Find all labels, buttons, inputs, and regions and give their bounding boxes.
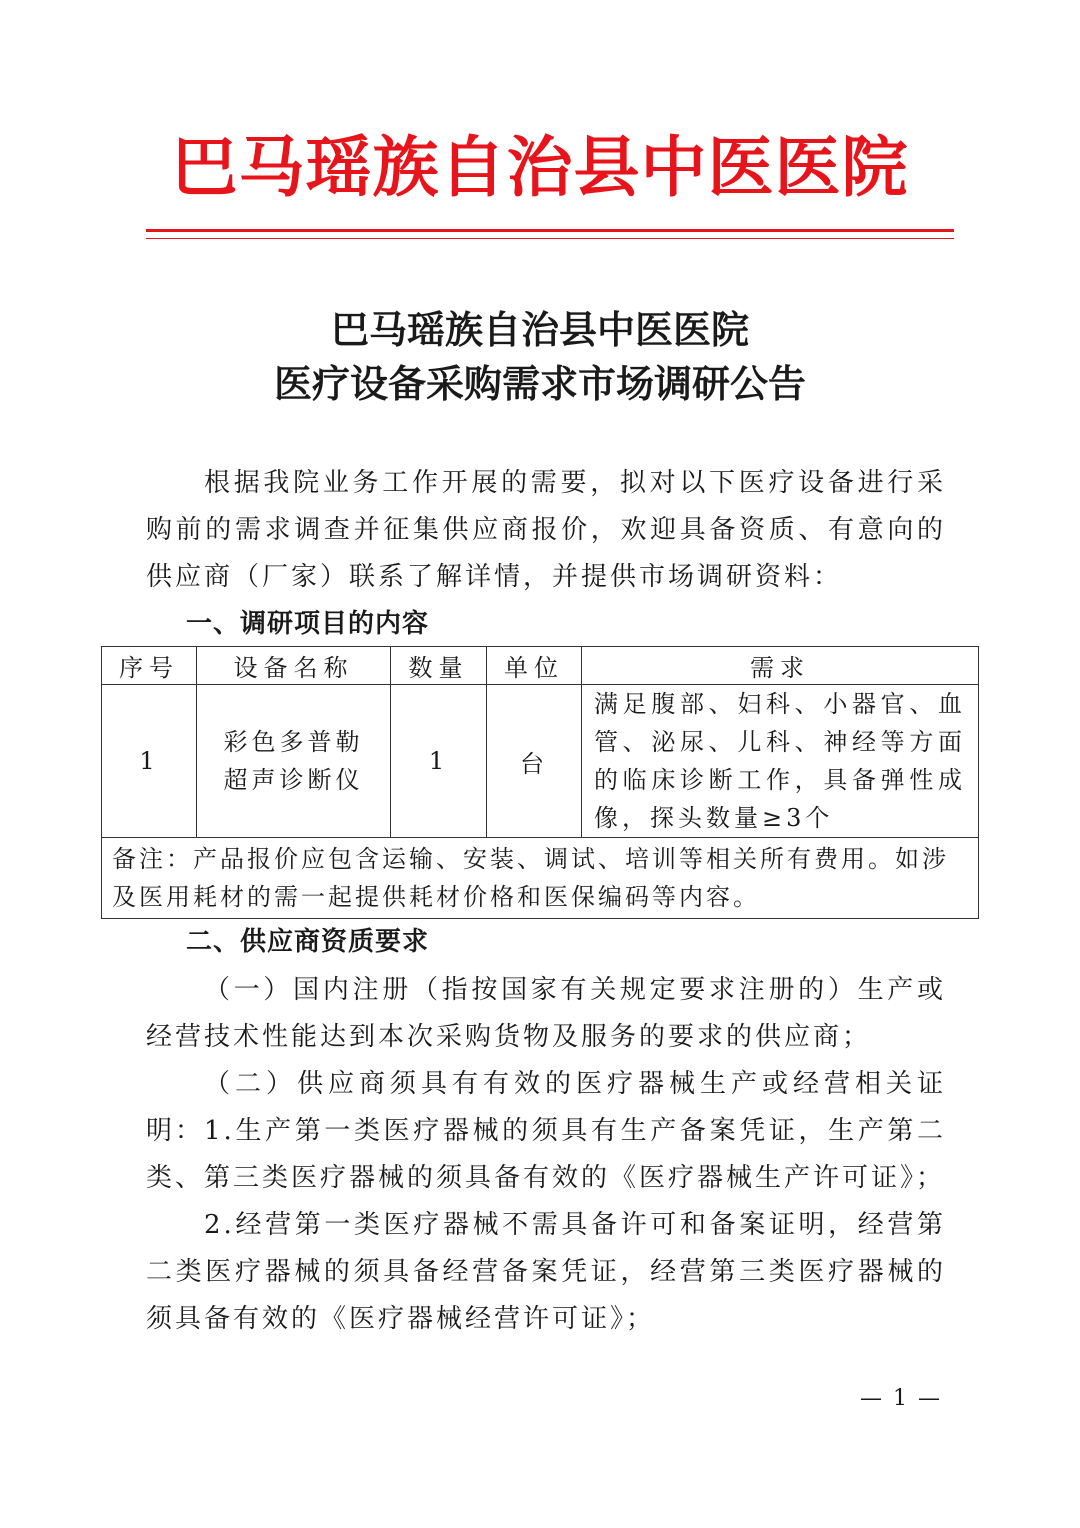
header-name: 设备名称 xyxy=(197,647,391,685)
table-header-row xyxy=(102,647,979,685)
cell-requirement: 满足腹部、妇科、小器官、血管、泌尿、儿科、神经等方面的临床诊断工作，具备弹性成像，探头数量≥3个 xyxy=(582,685,979,838)
cell-qty: 1 xyxy=(391,685,487,838)
qualification-item-1: （一）国内注册（指按国家有关规定要求注册的）生产或经营技术性能达到本次采购货物及服务的要求的供应商； xyxy=(146,975,946,1052)
header-requirement: 需求 xyxy=(582,647,979,685)
survey-items-table xyxy=(101,646,979,919)
cell-no: 1 xyxy=(102,685,197,838)
cell-name: 彩色多普勒超声诊断仪 xyxy=(197,685,391,838)
masthead-rule-thick xyxy=(146,229,954,232)
document-title-line1: 巴马瑶族自治县中医医院 xyxy=(330,307,749,352)
qualification-subitem-1: 1.生产第一类医疗器械的须具有生产备案凭证，生产第二类、第三类医疗器械的须具备有效的《医疗器械生产许可证》； xyxy=(146,1116,946,1193)
cell-unit: 台 xyxy=(487,685,582,838)
table-note-row xyxy=(102,838,979,919)
intro-paragraph: 根据我院业务工作开展的需要，拟对以下医疗设备进行采购前的需求调查并征集供应商报价，欢迎具备资质、有意向的供应商（厂家）联系了解详情，并提供市场调研资料： xyxy=(146,468,946,592)
table-row xyxy=(102,685,979,838)
section1-heading: 一、调研项目的内容 xyxy=(186,609,430,639)
header-no: 序号 xyxy=(102,647,197,685)
qualification-item-2: （二）供应商须具有有效的医疗器械生产或经营相关证明： xyxy=(146,1069,946,1146)
document-title-line2: 医疗设备采购需求市场调研公告 xyxy=(273,361,806,406)
masthead-rule-thin xyxy=(146,238,954,239)
table-note: 备注：产品报价应包含运输、安装、调试、培训等相关所有费用。如涉及医用耗材的需一起提供耗材价格和医保编码等内容。 xyxy=(102,838,979,919)
qualification-subitem-2: 2.经营第一类医疗器械不需具备许可和备案证明，经营第二类医疗器械的须具备经营备案凭证，经营第三类医疗器械的须具备有效的《医疗器械经营许可证》； xyxy=(146,1210,946,1334)
header-unit: 单位 xyxy=(487,647,582,685)
page-number: — 1 — xyxy=(860,1386,942,1411)
masthead-title: 巴马瑶族自治县中医医院 xyxy=(171,129,909,206)
section2-heading: 二、供应商资质要求 xyxy=(186,927,430,957)
header-qty: 数量 xyxy=(391,647,487,685)
